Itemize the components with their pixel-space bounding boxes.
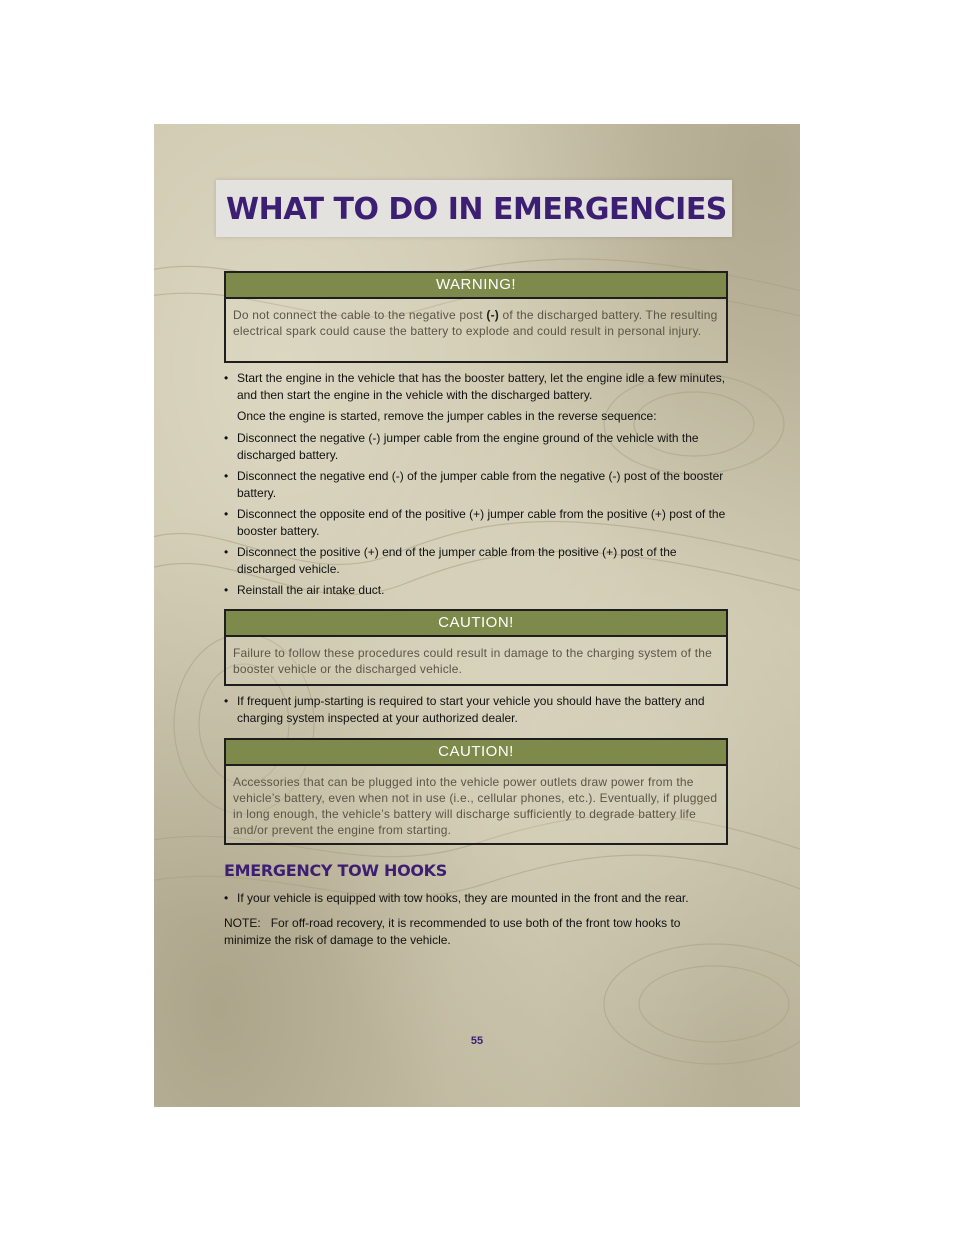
list-item: • If your vehicle is equipped with tow hooks, they are mounted in the front and the rear. bbox=[224, 891, 689, 905]
page-title: WHAT TO DO IN EMERGENCIES bbox=[226, 192, 727, 227]
tow-hooks-list bbox=[224, 890, 730, 907]
list-item: • If frequent jump-starting is required to start your vehicle you should have the battery and charging system inspected at your authorized dealer. bbox=[224, 694, 705, 725]
list-item: • Disconnect the opposite end of the positive (+) jumper cable from the positive (+) post of the booster battery. bbox=[224, 507, 726, 538]
start-engine-list bbox=[224, 370, 730, 403]
note-label: NOTE: bbox=[224, 916, 261, 930]
caution-box-charging bbox=[224, 609, 728, 686]
negative-post-symbol: (-) bbox=[486, 308, 499, 322]
list-item: • Start the engine in the vehicle that has the booster battery, let the engine idle a few minutes, and then start the engine in the vehicle with the discharged battery. bbox=[224, 371, 726, 402]
tow-hooks-note bbox=[224, 915, 724, 948]
caution-text: Failure to follow these procedures could result in damage to the charging system of the booster vehicle or the discharged vehicle. bbox=[233, 646, 712, 676]
removal-steps-list bbox=[224, 430, 730, 599]
caution-heading: CAUTION! bbox=[226, 611, 726, 637]
page-number: 55 bbox=[470, 1035, 484, 1047]
list-item: • Disconnect the negative (-) jumper cable from the engine ground of the vehicle with the discharged battery. bbox=[224, 431, 699, 462]
note-text: For off-road recovery, it is recommended to use both of the front tow hooks to minimize the risk of damage to the vehicle. bbox=[224, 916, 681, 947]
list-item: • Disconnect the negative end (-) of the jumper cable from the negative (-) post of the booster battery. bbox=[224, 469, 724, 500]
manual-page bbox=[154, 124, 800, 1107]
caution-text: Accessories that can be plugged into the vehicle power outlets draw power from the vehicle’s battery, even when not in use (i.e., cellular phones, etc.). Eventually, if plugged in long enough, the vehicle’s battery will discharge sufficiently to degrade battery life and/or prevent the engine from starting. bbox=[233, 775, 718, 837]
caution-heading: CAUTION! bbox=[226, 740, 726, 766]
list-item: • Reinstall the air intake duct. bbox=[224, 583, 385, 597]
frequent-jump-list bbox=[224, 693, 730, 726]
caution-box-accessories bbox=[224, 738, 728, 845]
reverse-sequence-intro: Once the engine is started, remove the jumper cables in the reverse sequence: bbox=[237, 409, 657, 423]
warning-text-before: Do not connect the cable to the negative post bbox=[233, 308, 487, 322]
tow-hooks-heading: EMERGENCY TOW HOOKS bbox=[224, 861, 448, 880]
warning-box bbox=[224, 271, 728, 363]
warning-heading: WARNING! bbox=[226, 273, 726, 299]
warning-text bbox=[226, 299, 726, 339]
warning-text-after: of the discharged battery. The resulting electrical spark could cause the battery to explode and could result in personal injury. bbox=[233, 308, 718, 338]
list-item: • Disconnect the positive (+) end of the jumper cable from the positive (+) post of the discharged vehicle. bbox=[224, 545, 677, 576]
